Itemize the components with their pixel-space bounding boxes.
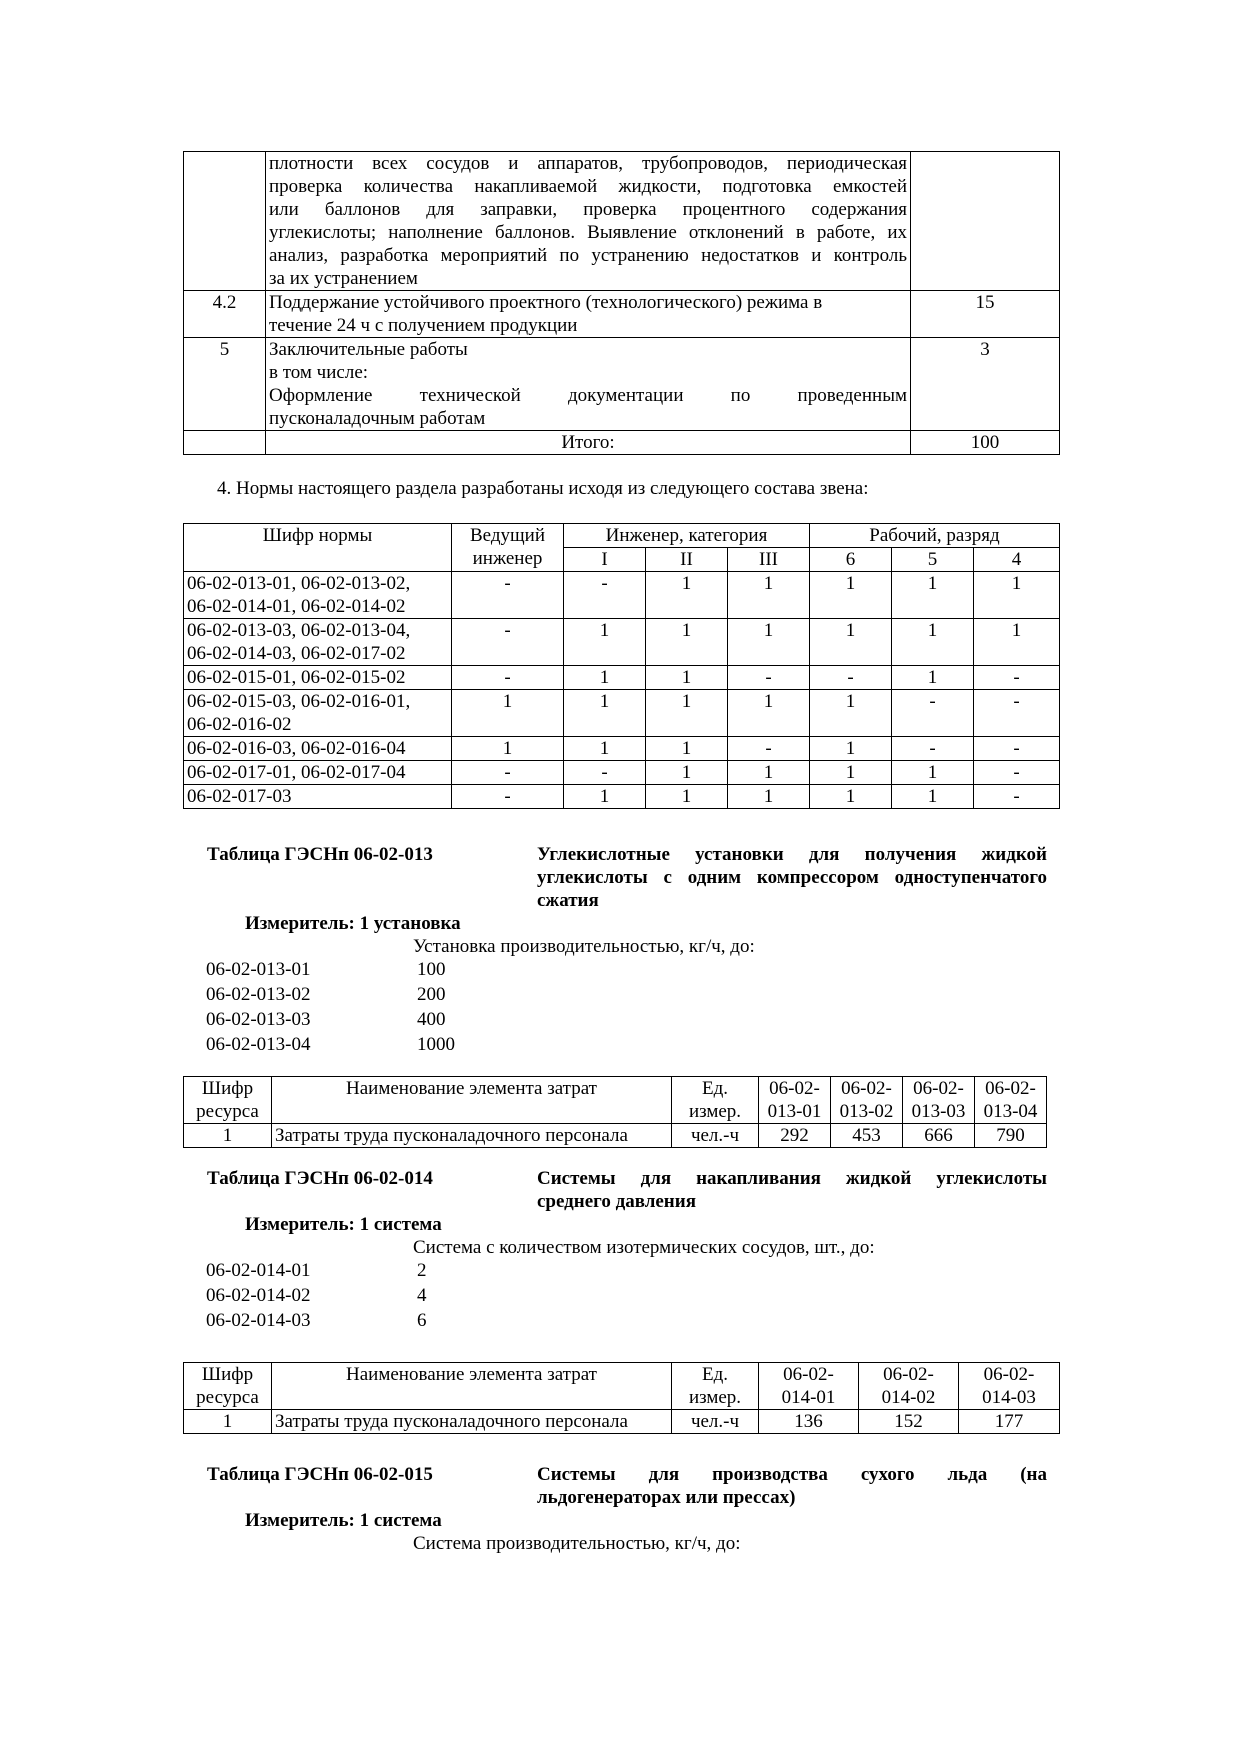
crew-cell: - [452, 572, 564, 619]
cost-header-unit: Ед. измер. [672, 1077, 759, 1124]
crew-cell: 1 [810, 690, 892, 737]
code-item: 06-02-013-01 [206, 959, 311, 980]
table-row [184, 666, 1060, 690]
cost-header-col: 06-02- 013-02 [831, 1077, 903, 1124]
crew-cell: 1 [564, 785, 646, 809]
cost-header-col: 06-02- 013-01 [759, 1077, 831, 1124]
code-value: 200 [417, 984, 446, 1005]
table-row: 1 Затраты труда пусконаладочного персонала чел.-ч 292 453 666 790 [184, 1124, 1047, 1148]
crew-cell: 1 [974, 572, 1060, 619]
cost-header-name: Наименование элемента затрат [272, 1363, 672, 1410]
code-item: 06-02-013-03 [206, 1009, 311, 1030]
crew-cell: 1 [810, 761, 892, 785]
crew-cell: - [974, 737, 1060, 761]
crew-cell: 1 [810, 737, 892, 761]
crew-cell: - [974, 785, 1060, 809]
crew-cell: - [564, 572, 646, 619]
crew-cell: - [452, 785, 564, 809]
crew-code: 06-02-017-03 [184, 785, 452, 809]
crew-cell: 1 [646, 619, 728, 666]
cost-header-col: 06-02- 013-04 [975, 1077, 1047, 1124]
crew-cell: - [974, 690, 1060, 737]
code-value: 1000 [417, 1034, 455, 1055]
crew-cell: 1 [646, 761, 728, 785]
code-item: 06-02-013-02 [206, 984, 311, 1005]
crew-cell: 1 [810, 572, 892, 619]
crew-table [183, 523, 1060, 809]
table-label: Таблица ГЭСНп 06-02-015 [207, 1464, 433, 1485]
work-text: Поддержание устойчивого проектного (технологического) режима в течение 24 ч с получением продукции [266, 291, 911, 338]
crew-cell: 1 [810, 619, 892, 666]
code-item: 06-02-014-01 [206, 1260, 311, 1281]
crew-cell: 1 [728, 619, 810, 666]
crew-subheader: III [728, 548, 810, 572]
crew-cell: 1 [892, 572, 974, 619]
work-value [911, 152, 1060, 291]
crew-cell: 1 [646, 690, 728, 737]
crew-cell: 1 [646, 572, 728, 619]
crew-cell: 1 [728, 785, 810, 809]
crew-cell: - [452, 761, 564, 785]
crew-cell: 1 [728, 690, 810, 737]
cost-header-code: Шифр ресурса [184, 1077, 272, 1124]
cost-table [183, 1362, 1060, 1434]
work-value: 15 [911, 291, 1060, 338]
cost-header-code: Шифр ресурса [184, 1363, 272, 1410]
table-row [184, 338, 1060, 431]
table-row [184, 690, 1060, 737]
crew-cell: - [728, 737, 810, 761]
crew-cell: 1 [810, 785, 892, 809]
crew-code: 06-02-015-01, 06-02-015-02 [184, 666, 452, 690]
crew-cell: - [974, 761, 1060, 785]
crew-cell: 1 [892, 666, 974, 690]
cost-header-col: 06-02- 014-03 [959, 1363, 1060, 1410]
cost-header-unit: Ед. измер. [672, 1363, 759, 1410]
code-item: 06-02-014-03 [206, 1310, 311, 1331]
crew-cell: 1 [892, 785, 974, 809]
crew-cell: - [728, 666, 810, 690]
crew-header-code: Шифр нормы [184, 524, 452, 572]
crew-subheader: I [564, 548, 646, 572]
crew-cell: 1 [564, 690, 646, 737]
crew-cell: 1 [564, 737, 646, 761]
crew-cell: 1 [452, 737, 564, 761]
work-num: 5 [184, 338, 266, 431]
crew-code: 06-02-013-03, 06-02-013-04, 06-02-014-03, 06-02-017-02 [184, 619, 452, 666]
crew-cell: 1 [646, 737, 728, 761]
crew-cell: - [452, 666, 564, 690]
cost-header-col: 06-02- 014-01 [759, 1363, 859, 1410]
crew-code: 06-02-013-01, 06-02-013-02, 06-02-014-01, 06-02-014-02 [184, 572, 452, 619]
meter: Измеритель: 1 система [245, 1214, 442, 1235]
crew-header-worker: Рабочий, разряд [810, 524, 1060, 548]
total-value: 100 [911, 431, 1060, 455]
table-row [184, 619, 1060, 666]
crew-subheader: II [646, 548, 728, 572]
work-num: 4.2 [184, 291, 266, 338]
table-row: 1 Затраты труда пусконаладочного персонала чел.-ч 136 152 177 [184, 1410, 1060, 1434]
meter: Измеритель: 1 установка [245, 913, 461, 934]
table-title: Углекислотные установки для получения жидкой углекислоты с одним компрессором одноступенчатого сжатия [537, 844, 1047, 911]
crew-cell: - [974, 666, 1060, 690]
meter: Измеритель: 1 система [245, 1510, 442, 1531]
crew-cell: 1 [646, 666, 728, 690]
code-item: 06-02-013-04 [206, 1034, 311, 1055]
cost-header-col: 06-02- 014-02 [859, 1363, 959, 1410]
table-row [184, 737, 1060, 761]
code-value: 6 [417, 1310, 427, 1331]
param-caption: Установка производительностью, кг/ч, до: [413, 936, 755, 957]
crew-subheader: 5 [892, 548, 974, 572]
table-row [184, 761, 1060, 785]
work-value: 3 [911, 338, 1060, 431]
table-row-total [184, 431, 1060, 455]
crew-cell: - [810, 666, 892, 690]
crew-cell: 1 [892, 761, 974, 785]
crew-cell: - [892, 737, 974, 761]
code-value: 400 [417, 1009, 446, 1030]
crew-cell: - [564, 761, 646, 785]
code-item: 06-02-014-02 [206, 1285, 311, 1306]
crew-cell: 1 [452, 690, 564, 737]
code-value: 4 [417, 1285, 427, 1306]
param-caption: Система производительностью, кг/ч, до: [413, 1533, 741, 1554]
crew-subheader: 4 [974, 548, 1060, 572]
table-label: Таблица ГЭСНп 06-02-013 [207, 844, 433, 865]
crew-cell: - [452, 619, 564, 666]
crew-cell: 1 [564, 619, 646, 666]
crew-code: 06-02-016-03, 06-02-016-04 [184, 737, 452, 761]
work-text: Заключительные работы в том числе: Оформление технической документации по проведенным пусконаладочным работам [266, 338, 911, 431]
crew-cell: 1 [728, 572, 810, 619]
work-table [183, 151, 1060, 455]
crew-subheader: 6 [810, 548, 892, 572]
crew-cell: - [892, 690, 974, 737]
crew-code: 06-02-017-01, 06-02-017-04 [184, 761, 452, 785]
crew-code: 06-02-015-03, 06-02-016-01, 06-02-016-02 [184, 690, 452, 737]
cost-table [183, 1076, 1047, 1148]
crew-cell: 1 [974, 619, 1060, 666]
cost-header-col: 06-02- 013-03 [903, 1077, 975, 1124]
cost-header-name: Наименование элемента затрат [272, 1077, 672, 1124]
table-label: Таблица ГЭСНп 06-02-014 [207, 1168, 433, 1189]
table-title: Системы для производства сухого льда (на льдогенераторах или прессах) [537, 1464, 1047, 1508]
code-value: 100 [417, 959, 446, 980]
crew-paragraph: 4. Нормы настоящего раздела разработаны исходя из следующего состава звена: [217, 478, 869, 499]
table-row [184, 152, 1060, 291]
crew-body [184, 572, 1060, 809]
crew-cell: 1 [646, 785, 728, 809]
table-title: Системы для накапливания жидкой углекислоты среднего давления [537, 1168, 1047, 1212]
table-row [184, 291, 1060, 338]
crew-cell: 1 [728, 761, 810, 785]
crew-header-engineer: Инженер, категория [564, 524, 810, 548]
param-caption: Система с количеством изотермических сосудов, шт., до: [413, 1237, 875, 1258]
table-row [184, 572, 1060, 619]
crew-cell: 1 [564, 666, 646, 690]
code-value: 2 [417, 1260, 427, 1281]
crew-header-lead: Ведущий инженер [452, 524, 564, 572]
work-num [184, 152, 266, 291]
total-label: Итого: [266, 431, 911, 455]
table-row [184, 785, 1060, 809]
crew-cell: 1 [892, 619, 974, 666]
work-text: плотности всех сосудов и аппаратов, трубопроводов, периодическая проверка количества накапливаемой жидкости, подготовка емкостей или баллонов для заправки, проверка процентного содержания углекислоты; наполнение баллонов. Выявление отклонений в работе, их анализ, разработка мероприятий по устранению недостатков и контроль за их устранением [266, 152, 911, 291]
